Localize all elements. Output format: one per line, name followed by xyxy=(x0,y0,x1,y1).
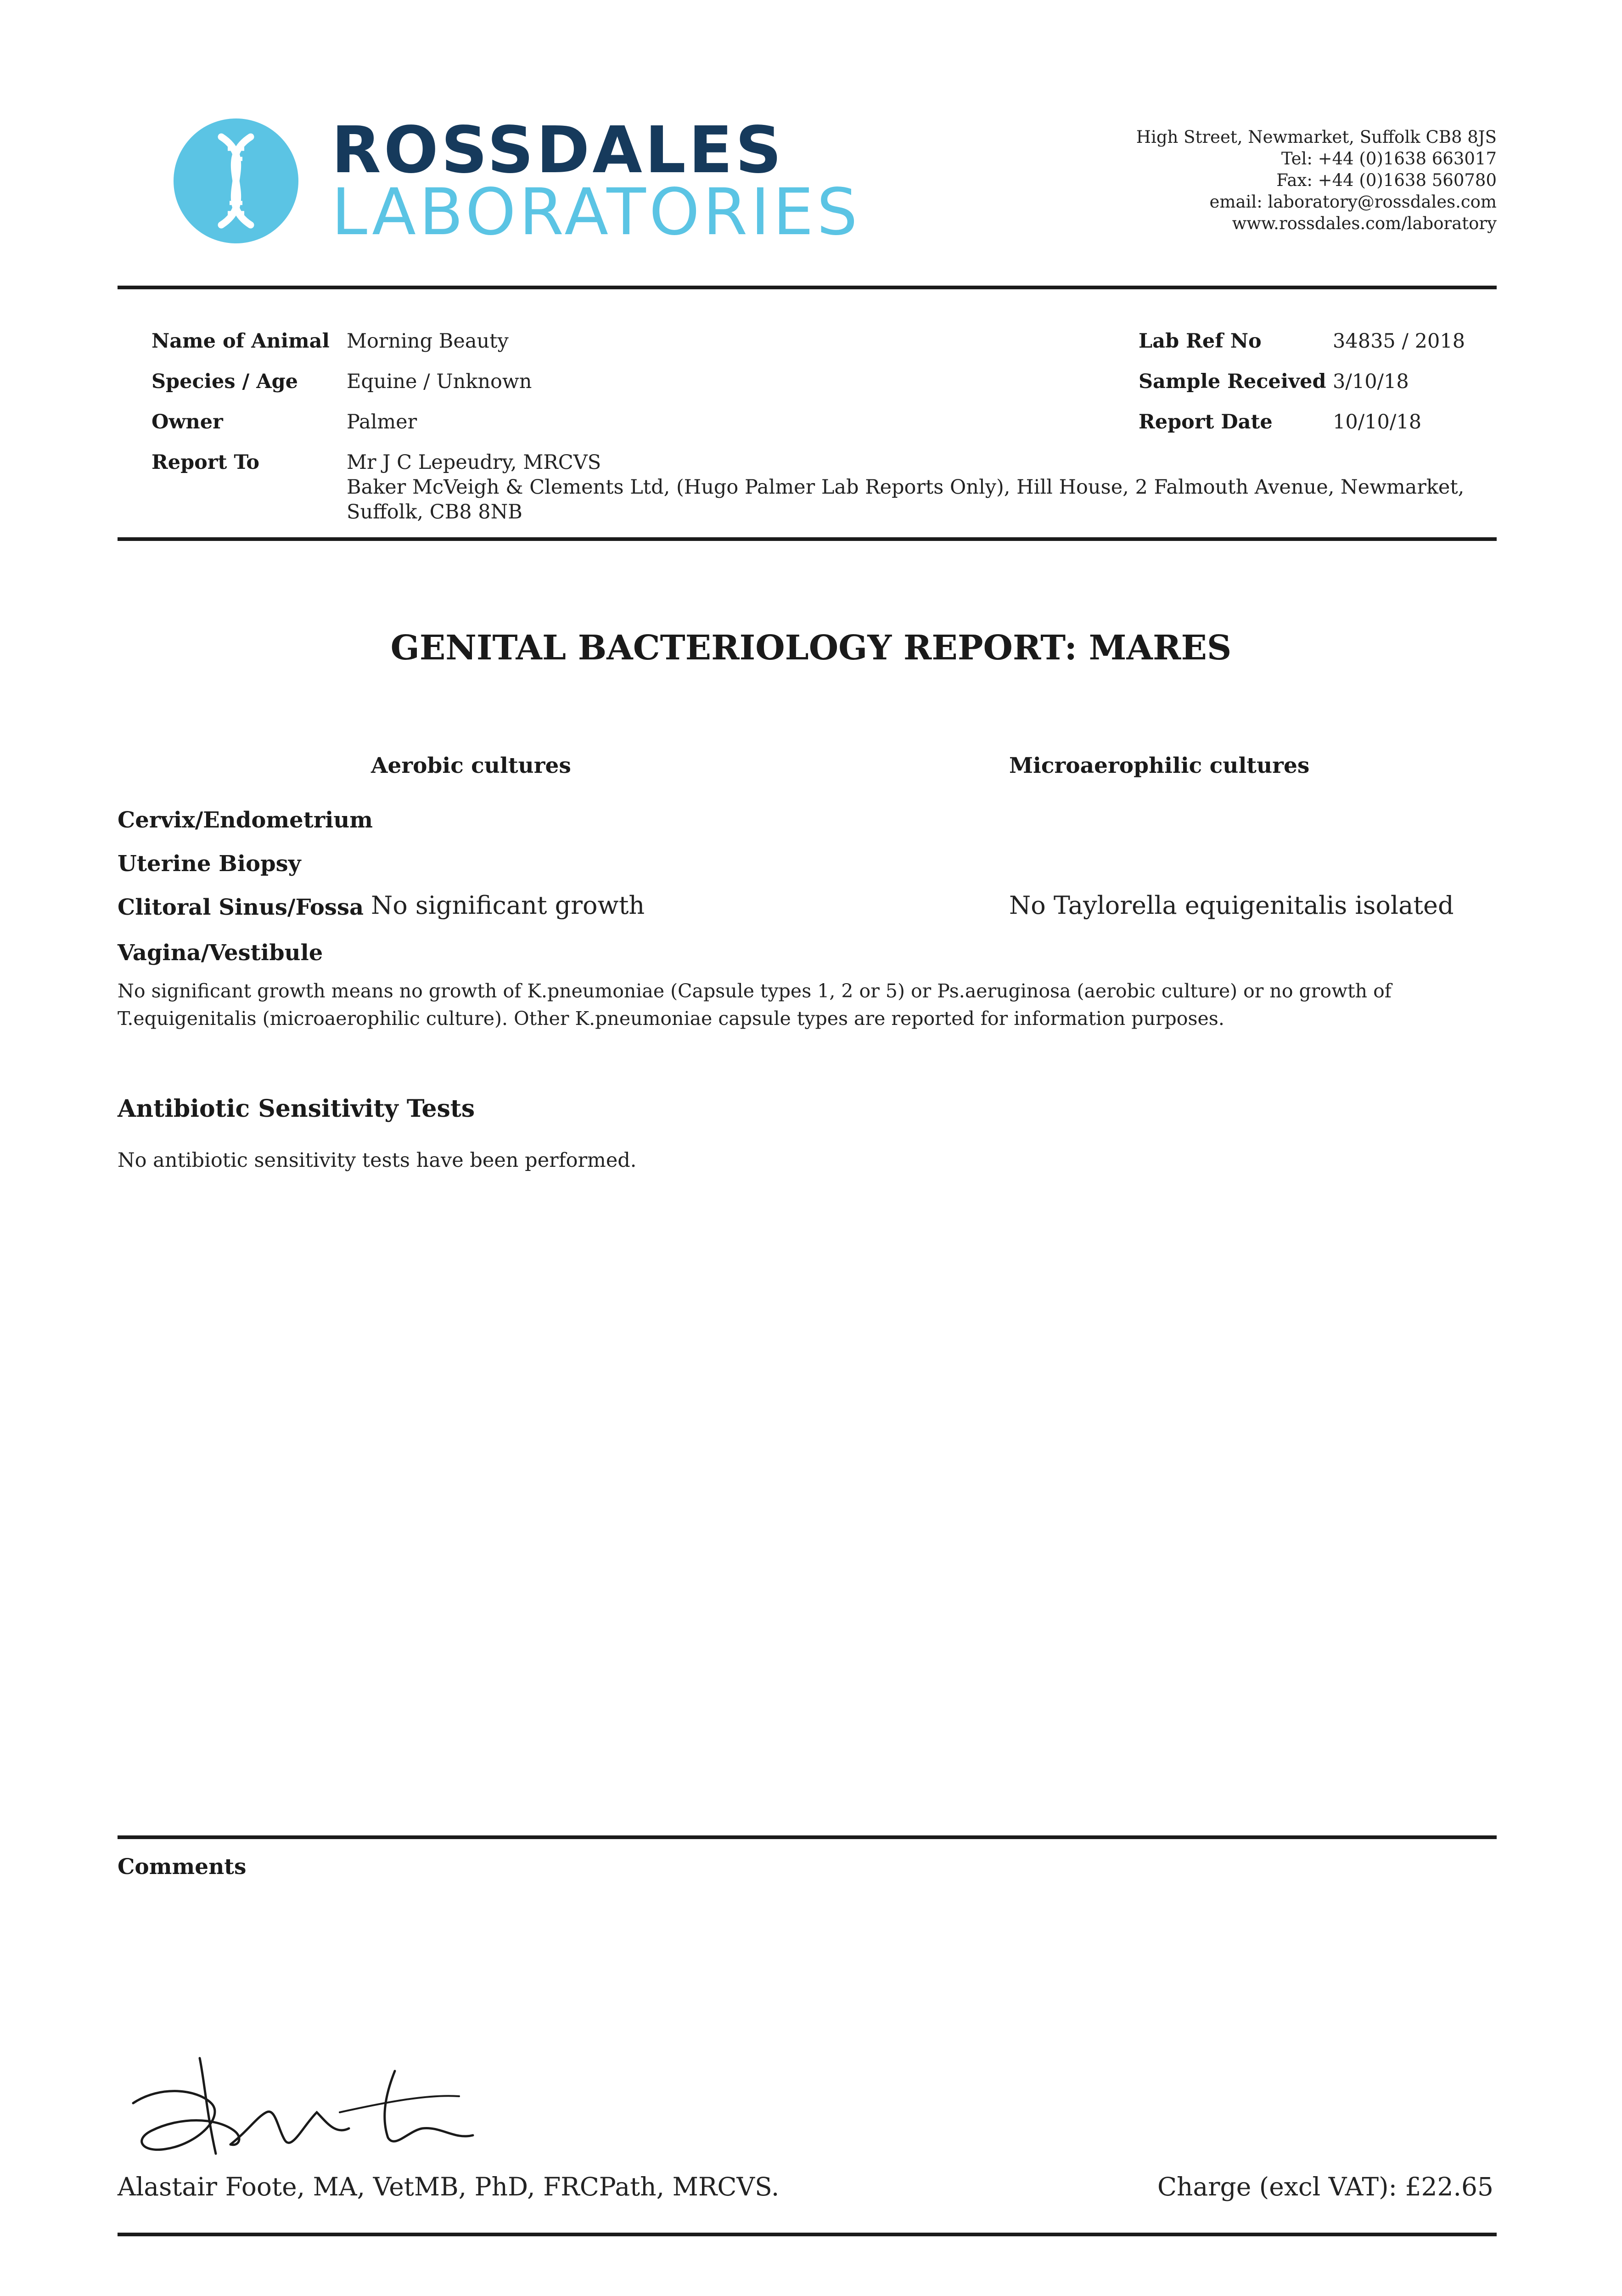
site-uterine-biopsy: Uterine Biopsy xyxy=(118,851,301,877)
contact-email[interactable]: email: laboratory@rossdales.com xyxy=(1209,192,1497,212)
antibiotic-section-text: No antibiotic sensitivity tests have been performed. xyxy=(118,1149,637,1172)
sample-received-value: 3/10/18 xyxy=(1333,370,1409,393)
report-date-value: 10/10/18 xyxy=(1333,411,1422,433)
species-age-label: Species / Age xyxy=(152,370,298,393)
microaerophilic-column-heading: Microaerophilic cultures xyxy=(1009,753,1310,778)
comments-divider xyxy=(118,1835,1497,1839)
sample-received-label: Sample Received xyxy=(1139,370,1326,393)
info-divider xyxy=(118,537,1497,541)
contact-website[interactable]: www.rossdales.com/laboratory xyxy=(1232,214,1497,233)
comments-heading: Comments xyxy=(118,1854,247,1880)
signature-image xyxy=(124,2048,482,2167)
animal-name-value: Morning Beauty xyxy=(347,330,509,353)
charge-amount: Charge (excl VAT): £22.65 xyxy=(1157,2172,1493,2201)
lab-ref-value: 34835 / 2018 xyxy=(1333,330,1465,353)
site-clitoral-sinus-fossa: Clitoral Sinus/Fossa xyxy=(118,895,364,920)
lab-ref-label: Lab Ref No xyxy=(1139,330,1262,353)
species-age-value: Equine / Unknown xyxy=(347,370,532,393)
report-to-value xyxy=(347,450,1467,524)
handwritten-signature xyxy=(124,2048,482,2169)
footer-divider xyxy=(118,2233,1497,2236)
site-cervix-endometrium: Cervix/Endometrium xyxy=(118,807,373,833)
aerobic-result: No significant growth xyxy=(371,891,645,920)
logo-dna-icon xyxy=(174,118,298,243)
report-title: GENITAL BACTERIOLOGY REPORT: MARES xyxy=(390,628,1232,668)
logo-title-line1: ROSSDALES xyxy=(331,113,785,188)
report-to-label: Report To xyxy=(152,451,260,474)
contact-block xyxy=(1136,126,1497,234)
logo-title-line2: LABORATORIES xyxy=(331,175,861,250)
microaerophilic-result: No Taylorella equigenitalis isolated xyxy=(1009,891,1454,920)
signatory-name: Alastair Foote, MA, VetMB, PhD, FRCPath, MRCVS. xyxy=(118,2172,780,2201)
contact-fax: Fax: +44 (0)1638 560780 xyxy=(1276,170,1497,190)
dna-helix-icon xyxy=(174,118,298,243)
contact-tel: Tel: +44 (0)1638 663017 xyxy=(1281,149,1497,169)
owner-value: Palmer xyxy=(347,411,417,433)
site-vagina-vestibule: Vagina/Vestibule xyxy=(118,940,323,966)
antibiotic-section-heading: Antibiotic Sensitivity Tests xyxy=(118,1095,475,1123)
report-date-label: Report Date xyxy=(1139,411,1273,433)
results-explanatory-note: No significant growth means no growth of K.pneumoniae (Capsule types 1, 2 or 5) or Ps.aeruginosa (aerobic culture) or no growth of T.equigenitalis (microaerophilic culture). Other K.pneumoniae capsule types are reported for information purposes. xyxy=(118,980,1392,1030)
contact-address: High Street, Newmarket, Suffolk CB8 8JS xyxy=(1136,127,1497,147)
aerobic-column-heading: Aerobic cultures xyxy=(371,753,571,778)
owner-label: Owner xyxy=(152,411,223,433)
header-divider xyxy=(118,286,1497,289)
report-to-address: Baker McVeigh & Clements Ltd, (Hugo Palmer Lab Reports Only), Hill House, 2 Falmouth Avenue, Newmarket, Suffolk, CB8 8NB xyxy=(347,476,1465,523)
report-to-recipient: Mr J C Lepeudry, MRCVS xyxy=(347,451,601,474)
animal-name-label: Name of Animal xyxy=(152,330,330,353)
